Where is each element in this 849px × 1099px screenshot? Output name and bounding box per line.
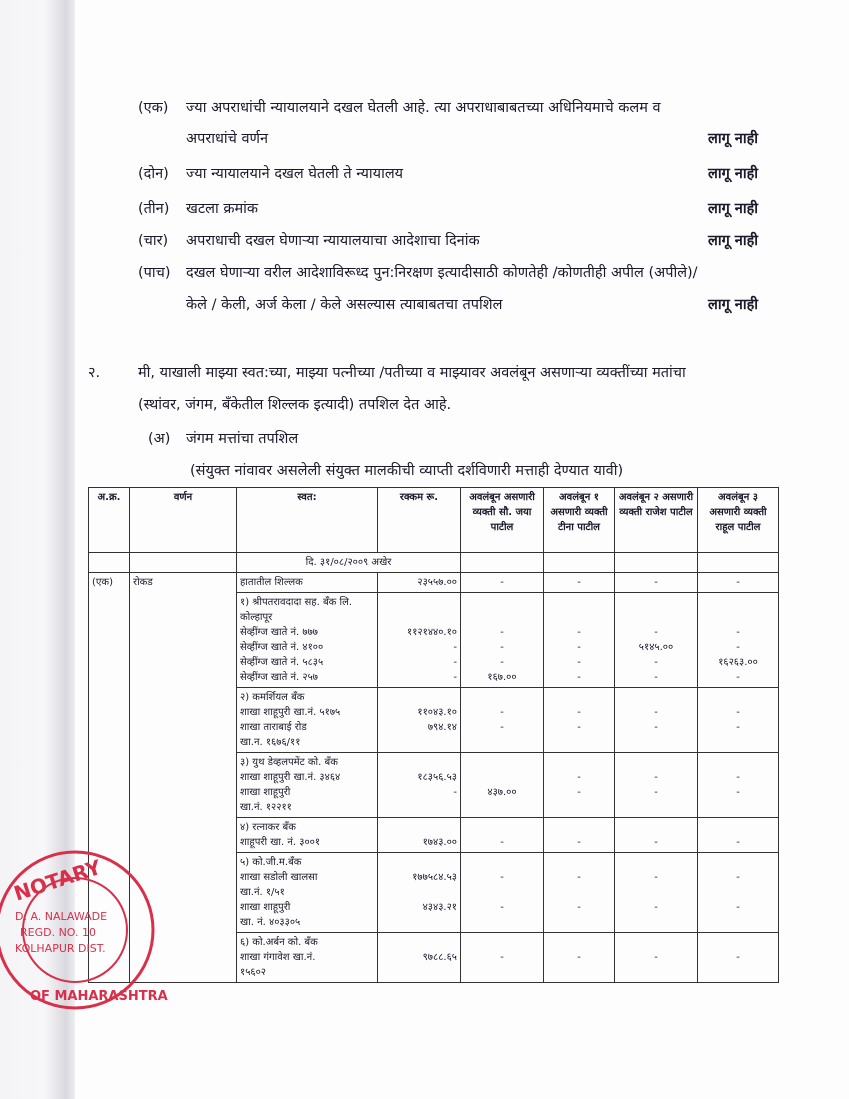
dependent-amount: - - xyxy=(698,853,779,933)
subsection-title: जंगम मत्तांचा तपशिल xyxy=(186,431,299,447)
section-number: २. xyxy=(88,365,101,381)
item-text: खटला क्रमांक xyxy=(186,201,259,217)
column-header: रक्कम रू. xyxy=(378,488,461,553)
dependent-amount: - - xyxy=(615,688,698,753)
subsection-note: (संयुक्त नांवावर असलेली संयुक्त मालकीची व्याप्ती दर्शविणारी मत्ताही देण्यात यावी) xyxy=(190,463,624,479)
status-not-applicable: लागू नाही xyxy=(708,201,759,217)
svg-text:D. A. NALAWADE: D. A. NALAWADE xyxy=(15,910,108,923)
amount: ११२१४४०.१० - - - xyxy=(378,593,461,688)
svg-text:REGD. NO. 10: REGD. NO. 10 xyxy=(20,926,97,939)
item-text: अपराधाची दखल घेणाऱ्या न्यायालयाचा आदेशाचा दिनांक xyxy=(186,233,480,249)
column-header: अवलंबून असणारी व्यक्ती सौ. जया पाटील xyxy=(461,488,544,553)
dependent-amount: - - xyxy=(615,853,698,933)
item-text: ज्या न्यायालयाने दखल घेतली ते न्यायालय xyxy=(186,166,404,182)
dependent-amount: - - xyxy=(544,853,615,933)
dependent-amount: - - xyxy=(544,688,615,753)
dependent-amount: - xyxy=(615,573,698,593)
amount: १८३५६.५३ - xyxy=(378,753,461,818)
dependent-amount: - - xyxy=(698,753,779,818)
dependent-amount: - xyxy=(461,818,544,853)
column-header: अ.क्र. xyxy=(89,488,130,553)
dependent-amount: - xyxy=(698,933,779,983)
table-row xyxy=(89,573,779,593)
dependent-amount: - xyxy=(544,573,615,593)
item-text-continued: केले / केली, अर्ज केला / केले असल्यास त्याबाबतचा तपशिल xyxy=(186,297,503,313)
status-not-applicable: लागू नाही xyxy=(708,297,759,313)
dependent-amount: - xyxy=(544,818,615,853)
dependent-amount: - - - - xyxy=(544,593,615,688)
item-text: ज्या अपराधांची न्यायालयाने दखल घेतली आहे. त्या अपराधाबाबतच्या अधिनियमाचे कलम व xyxy=(186,100,661,116)
self-account: २) कमर्शियल बँक शाखा शाहूपुरी खा.नं. ५१७५ शाखा ताराबाई रोड खा.न. १६७६/११ xyxy=(237,688,378,753)
subsection-number: (अ) xyxy=(148,431,171,447)
amount: ९७८८.६५ xyxy=(378,933,461,983)
svg-text:OF MAHARASHTRA: OF MAHARASHTRA xyxy=(30,989,168,1004)
dependent-amount: - - xyxy=(461,853,544,933)
svg-text:KOLHAPUR DIST.: KOLHAPUR DIST. xyxy=(15,942,106,955)
section-text: मी, याखाली माझ्या स्वत:च्या, माझ्या पत्नीच्या /पतीच्या व माझ्यावर अवलंबून असणाऱ्या व्यक्तींच्या मतांचा xyxy=(138,365,686,381)
self-account: ६) को.अर्बन को. बँक शाखा गंगावेश खा.नं. १५६०२ xyxy=(237,933,378,983)
item-number: (दोन) xyxy=(138,166,169,182)
dependent-amount: - - - १६७.०० xyxy=(461,593,544,688)
amount: १७४३.०० xyxy=(378,818,461,853)
dependent-amount: - xyxy=(615,933,698,983)
amount: ११०४३.१० ७९४.१४ xyxy=(378,688,461,753)
description: रोकड xyxy=(130,573,237,983)
status-not-applicable: लागू नाही xyxy=(708,166,759,182)
section-text-continued: (स्थांवर, जंगम, बँकेतील शिल्लक इत्यादी) तपशिल देत आहे. xyxy=(138,397,452,413)
column-header: अवलंबून ३ असणारी व्यक्ती राहूल पाटील xyxy=(698,488,779,553)
dependent-amount: ४३७.०० xyxy=(461,753,544,818)
dependent-amount: - xyxy=(461,573,544,593)
item-text-continued: अपराधांचे वर्णन xyxy=(186,131,269,147)
item-number: (चार) xyxy=(138,233,169,249)
amount: १७७५८४.५३ ४३४३.२१ xyxy=(378,853,461,933)
status-not-applicable: लागू नाही xyxy=(708,131,759,147)
dependent-amount: - xyxy=(698,818,779,853)
self-account: ५) को.जी.म.बँक शाखा सडोली खालसा खा.नं. १/५१ शाखा शाहूपुरी खा. नं. ४०३३०५ xyxy=(237,853,378,933)
self-account: ३) युथ डेव्हलपमेंट को. बँक शाखा शाहूपुरी खा.नं. ३४६४ शाखा शाहूपुरी खा.नं. १२२११ xyxy=(237,753,378,818)
dependent-amount: - xyxy=(544,933,615,983)
item-number: (तीन) xyxy=(138,201,170,217)
self-account: १) श्रीपतरावदादा सह. बँक लि. कोल्हापूर सेव्हींग्ज खाते नं. ७७७ सेव्हींग्ज खाते नं. ४१०० सेव्हींग्ज खाते नं. ५८३५ सेव्हींग्ज खाते नं. २५७ xyxy=(237,593,378,688)
self-account: हातातील शिल्लक xyxy=(237,573,378,593)
dependent-amount: - - xyxy=(544,753,615,818)
amount: २३५५७.०० xyxy=(378,573,461,593)
serial-number: (एक) xyxy=(89,573,130,983)
dependent-amount: - xyxy=(615,818,698,853)
dependent-amount: - xyxy=(698,573,779,593)
item-number: (एक) xyxy=(138,100,169,116)
status-not-applicable: लागू नाही xyxy=(708,233,759,249)
column-header: अवलंबून २ असणारी व्यक्ती राजेश पाटील xyxy=(615,488,698,553)
column-header: वर्णन xyxy=(130,488,237,553)
dependent-amount: - xyxy=(461,933,544,983)
dependent-amount: - - xyxy=(615,753,698,818)
svg-text:NOTARY: NOTARY xyxy=(10,854,104,906)
dependent-amount: - - xyxy=(461,688,544,753)
notary-stamp xyxy=(0,840,170,1020)
dependent-amount: - - १६२६३.०० - xyxy=(698,593,779,688)
dependent-amount: - ५१४५.०० - - xyxy=(615,593,698,688)
column-header: अवलंबून १ असणारी व्यक्ती टीना पाटील xyxy=(544,488,615,553)
item-number: (पाच) xyxy=(138,265,171,281)
dependent-amount: - - xyxy=(698,688,779,753)
date-row: दि. ३१/०८/२००९ अखेर xyxy=(237,553,461,573)
item-text: दखल घेणाऱ्या वरील आदेशाविरूध्द पुन:निरक्षण इत्यादीसाठी कोणतेही /कोणतीही अपील (अपीले)/ xyxy=(186,265,698,281)
movable-assets-table xyxy=(88,487,779,983)
self-account: ४) रत्नाकर बँक शाहूपरी खा. नं. ३००१ xyxy=(237,818,378,853)
column-header: स्वत: xyxy=(237,488,378,553)
